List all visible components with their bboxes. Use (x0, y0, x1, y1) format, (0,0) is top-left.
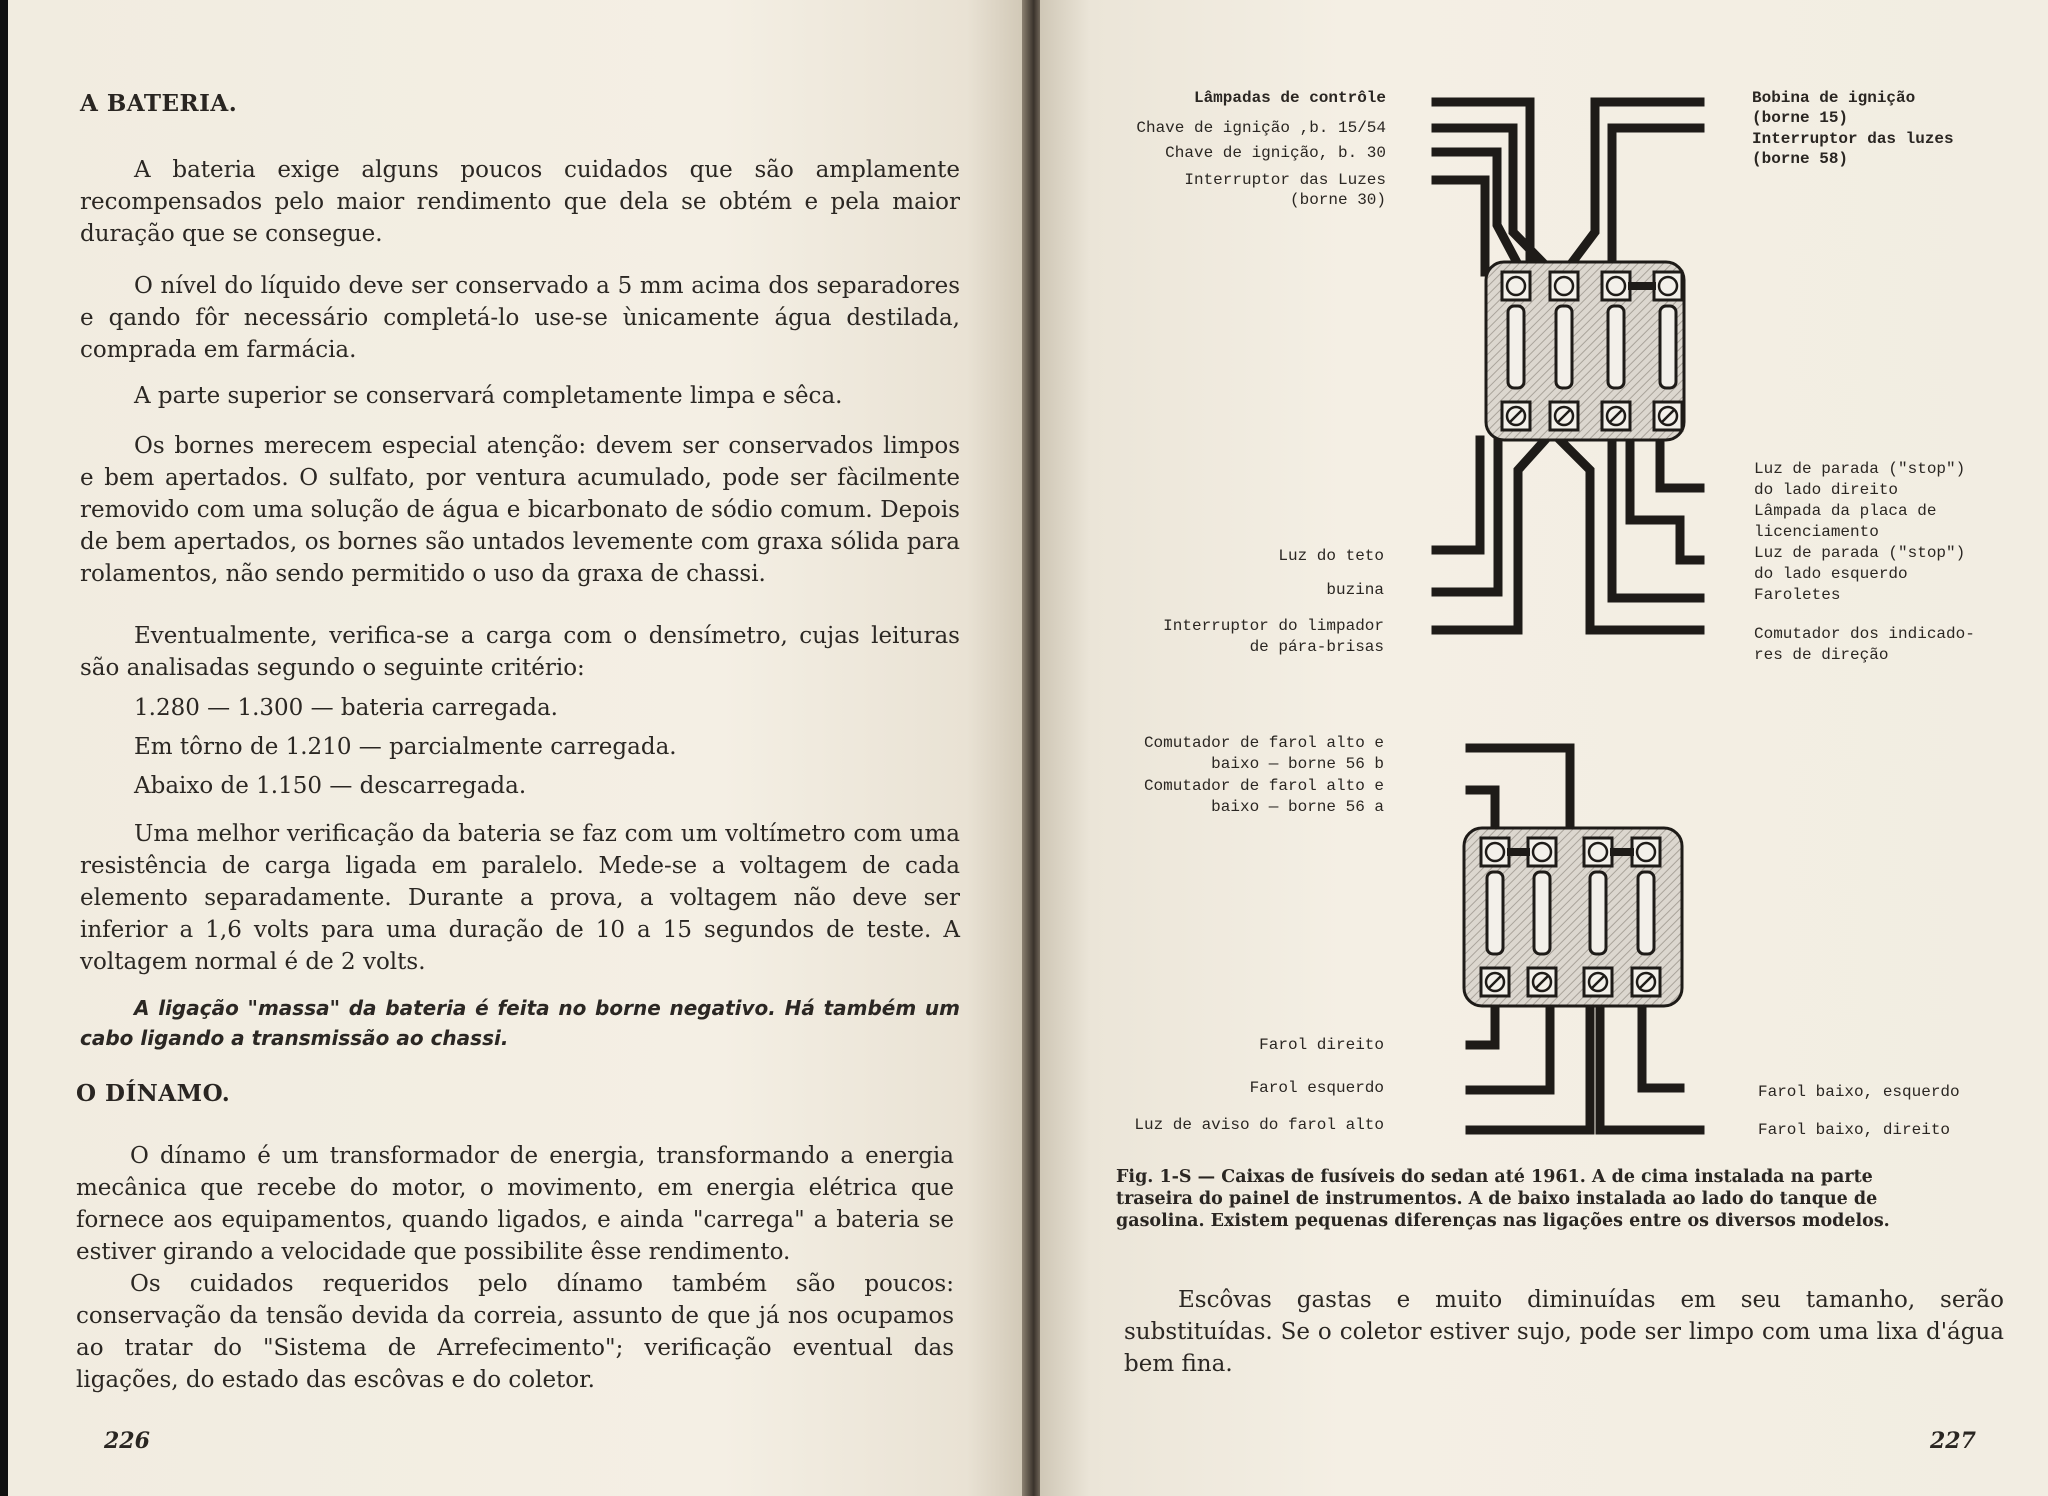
label-para-brisas: de pára-brisas (1249, 638, 1384, 656)
paragraph-parte-superior: A parte superior se conservará completamente limpa e sêca. (134, 383, 843, 409)
wire-56a (1470, 790, 1495, 832)
label-lado-esquerdo: do lado esquerdo (1754, 565, 1908, 583)
label-luz-teto: Luz do teto (1278, 547, 1384, 565)
label-bobina-ignicao: Bobina de ignição (1752, 89, 1916, 107)
paragraph-bateria-cuidados: A bateria exige alguns poucos cuidados que são amplamente recompensados pelo maior rendimento que dela se obtém e pela maior duração que se consegue. (80, 157, 960, 247)
wire-stop-esquerdo (1630, 440, 1700, 560)
label-lampada-placa: Lâmpada da placa de (1754, 502, 1937, 520)
figure-caption-id: Fig. 1-S — (1116, 1167, 1216, 1187)
label-buzina: buzina (1326, 581, 1384, 599)
page-number-right: 227 (1930, 1428, 1976, 1454)
paragraph-cuidados-dinamo: Os cuidados requeridos pelo dínamo também são poucos: conservação da tensão devida da correia, assunto de que já nos ocupamos ao tratar do "Sistema de Arrefecimento"; verificação eventual das ligações, do estado das escôvas e do coletor. (76, 1271, 954, 1393)
label-farol-baixo-esquerdo: Farol baixo, esquerdo (1758, 1083, 1960, 1101)
label-lado-direito: do lado direito (1754, 481, 1899, 499)
heading-bateria: A BATERIA. (80, 90, 238, 117)
wire-farol-direito (1470, 1005, 1495, 1045)
paragraph-voltimetro: Uma melhor verificação da bateria se faz com um voltímetro com uma resistência de carga ligada em paralelo. Mede-se a voltagem de cada elemento separadamente. Durante a prova, a voltagem não deve ser inferior a 1,6 volts para uma duração de 10 a 15 segundos de teste. A voltagem normal é de 2 volts. (80, 821, 960, 975)
label-comutador-56b: Comutador de farol alto e (1143, 734, 1384, 752)
note-ligacao-massa: A ligação "massa" da bateria é feita no borne negativo. Há também um cabo ligando a transmissão ao chassi. (80, 996, 960, 1050)
reading-parcial: Em tôrno de 1.210 — parcialmente carregada. (134, 734, 677, 760)
label-faroletes: Faroletes (1754, 586, 1841, 604)
label-borne-15: (borne 15) (1752, 109, 1849, 127)
label-borne-56a: baixo — borne 56 a (1211, 798, 1384, 816)
wire-limpador (1436, 440, 1545, 630)
label-comutador-indicadores: Comutador dos indicado- (1754, 625, 1975, 643)
label-lampadas-controle: Lâmpadas de contrôle (1193, 89, 1386, 107)
label-farol-direito: Farol direito (1259, 1036, 1384, 1054)
label-interruptor-limpador: Interruptor do limpador (1163, 617, 1384, 635)
label-chave-ignicao-15: Chave de ignição ,b. 15/54 (1136, 119, 1386, 137)
paragraph-nivel-liquido: O nível do líquido deve ser conservado a 5 mm acima dos separadores e qando fôr necessário completá-lo use-se ùnicamente água destilada, comprada em farmácia. (80, 273, 960, 363)
wire-buzina (1436, 440, 1498, 592)
label-borne-58: (borne 58) (1752, 150, 1849, 168)
paragraph-densimetro: Eventualmente, verifica-se a carga com o densímetro, cujas leituras são analisadas segundo o seguinte critério: (80, 623, 960, 681)
paragraph-dinamo: O dínamo é um transformador de energia, transformando a energia mecânica que recebe do motor, o movimento, em energia elétrica que fornece aos equipamentos, quando ligados, e ainda "carrega" a bateria se estiver girando a velocidade que possibilite êsse rendimento. (76, 1143, 954, 1265)
fuse-box-bottom (1464, 828, 1682, 1006)
wire-interruptor-58 (1612, 128, 1700, 272)
heading-dinamo: O DÍNAMO. (76, 1080, 231, 1107)
label-farol-esquerdo: Farol esquerdo (1249, 1079, 1384, 1097)
wire-aviso-alto (1470, 1005, 1590, 1130)
wire-farol-baixo-direito (1600, 1005, 1700, 1130)
label-direcao: res de direção (1754, 646, 1889, 664)
label-comutador-56a: Comutador de farol alto e (1143, 777, 1384, 795)
label-licenciamento: licenciamento (1754, 523, 1879, 541)
wire-luz-teto (1436, 440, 1480, 550)
paragraph-bornes: Os bornes merecem especial atenção: devem ser conservados limpos e bem apertados. O sulfato, por ventura acumulado, pode ser fàcilmente removido com uma solução de água e bicarbonato de sódio comum. Depois de bem apertados, os bornes são untados levemente com graxa sólida para rolamentos, não sendo permitido o uso da graxa de chassi. (80, 433, 960, 587)
label-aviso-farol-alto: Luz de aviso do farol alto (1134, 1116, 1384, 1134)
label-chave-ignicao-30: Chave de ignição, b. 30 (1165, 144, 1386, 162)
paragraph-escovas: Escôvas gastas e muito diminuídas em seu tamanho, serão substituídas. Se o coletor estiver sujo, pode ser limpo com uma lixa d'água bem fina. (1124, 1287, 2004, 1377)
label-interruptor-das-luzes: Interruptor das luzes (1752, 130, 1954, 148)
label-stop-direito: Luz de parada ("stop") (1754, 460, 1966, 478)
label-stop-esquerdo: Luz de parada ("stop") (1754, 544, 1966, 562)
reading-carregada: 1.280 — 1.300 — bateria carregada. (134, 695, 558, 721)
fuse-box-top (1486, 262, 1684, 440)
label-borne-30: (borne 30) (1289, 191, 1386, 209)
label-interruptor-luzes: Interruptor das Luzes (1184, 171, 1386, 189)
label-farol-baixo-direito: Farol baixo, direito (1758, 1121, 1951, 1139)
page-number-left: 226 (104, 1428, 150, 1454)
reading-descarregada: Abaixo de 1.150 — descarregada. (134, 773, 527, 799)
figure-caption-text: Caixas de fusíveis do sedan até 1961. A de cima instalada na parte traseira do painel de instrumentos. A de baixo instalada ao lado do tanque de gasolina. Existem pequenas diferenças nas ligações entre os diversos modelos. (1116, 1167, 1890, 1231)
wire-stop-direito (1660, 440, 1700, 488)
label-borne-56b: baixo — borne 56 b (1211, 755, 1384, 773)
wire-interruptor-30 (1436, 180, 1485, 272)
wire-farol-baixo-esquerdo (1642, 1005, 1680, 1088)
